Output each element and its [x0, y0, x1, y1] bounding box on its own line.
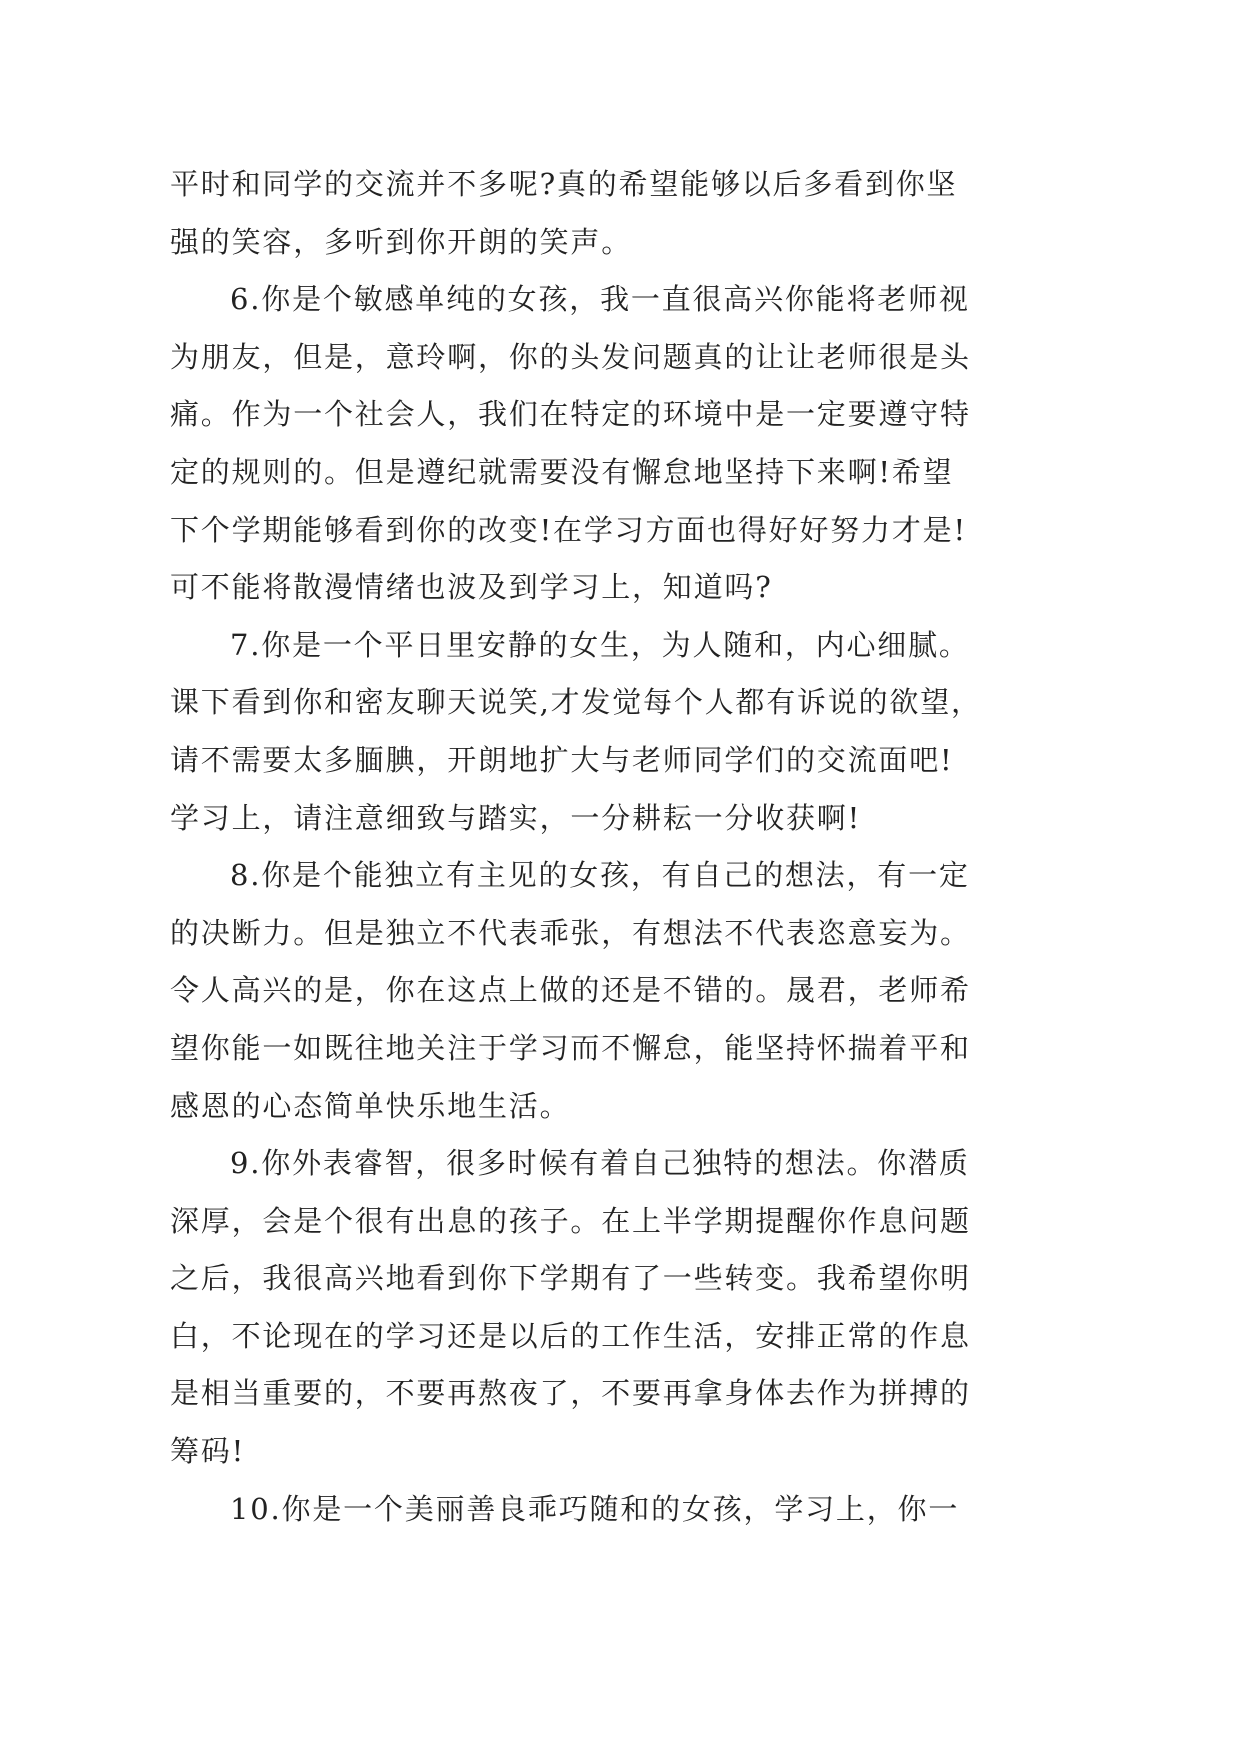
paragraph-line: 6.你是个敏感单纯的女孩，我一直很高兴你能将老师视 — [230, 282, 970, 317]
paragraph-line: 下个学期能够看到你的改变!在学习方面也得好好努力才是! — [170, 512, 967, 547]
paragraph-line: 白，不论现在的学习还是以后的工作生活，安排正常的作息 — [170, 1318, 971, 1353]
paragraph-line: 学习上，请注意细致与踏实，一分耕耘一分收获啊! — [170, 800, 862, 835]
document-body — [170, 156, 990, 1538]
paragraph-line: 10.你是一个美丽善良乖巧随和的女孩，学习上，你一 — [230, 1491, 960, 1526]
paragraph-line: 之后，我很高兴地看到你下学期有了一些转变。我希望你明 — [170, 1261, 971, 1296]
paragraph-line: 的决断力。但是独立不代表乖张，有想法不代表恣意妄为。 — [170, 915, 971, 950]
paragraph-line: 深厚，会是个很有出息的孩子。在上半学期提醒你作息问题 — [170, 1203, 971, 1238]
paragraph-line: 可不能将散漫情绪也波及到学习上，知道吗? — [170, 570, 773, 605]
paragraph-line: 7.你是一个平日里安静的女生，为人随和，内心细腻。 — [230, 627, 970, 662]
paragraph-item-6 — [170, 271, 990, 617]
paragraph-line: 8.你是个能独立有主见的女孩，有自己的想法，有一定 — [230, 858, 970, 893]
paragraph-item-8 — [170, 847, 990, 1135]
paragraph-line: 9.你外表睿智，很多时候有着自己独特的想法。你潜质 — [230, 1146, 970, 1181]
paragraph-line: 令人高兴的是，你在这点上做的还是不错的。晟君，老师希 — [170, 973, 971, 1008]
paragraph-line: 课下看到你和密友聊天说笑,才发觉每个人都有诉说的欲望， — [170, 685, 982, 720]
paragraph-line: 痛。作为一个社会人，我们在特定的环境中是一定要遵守特 — [170, 397, 971, 432]
paragraph-line: 感恩的心态简单快乐地生活。 — [170, 1088, 571, 1123]
paragraph-continued — [170, 156, 990, 271]
paragraph-line: 强的笑容，多听到你开朗的笑声。 — [170, 224, 633, 259]
paragraph-item-7 — [170, 617, 990, 847]
paragraph-line: 定的规则的。但是遵纪就需要没有懈怠地坚持下来啊!希望 — [170, 454, 954, 489]
paragraph-line: 望你能一如既往地关注于学习而不懈怠，能坚持怀揣着平和 — [170, 1030, 971, 1065]
paragraph-line: 平时和同学的交流并不多呢?真的希望能够以后多看到你坚 — [170, 167, 958, 201]
paragraph-line: 请不需要太多腼腆，开朗地扩大与老师同学们的交流面吧! — [170, 742, 954, 777]
paragraph-line: 筹码! — [170, 1434, 246, 1469]
paragraph-line: 为朋友，但是，意玲啊，你的头发问题真的让让老师很是头 — [170, 339, 971, 374]
paragraph-item-9 — [170, 1135, 990, 1481]
paragraph-item-10 — [170, 1481, 990, 1539]
paragraph-line: 是相当重要的，不要再熬夜了，不要再拿身体去作为拼搏的 — [170, 1376, 971, 1411]
